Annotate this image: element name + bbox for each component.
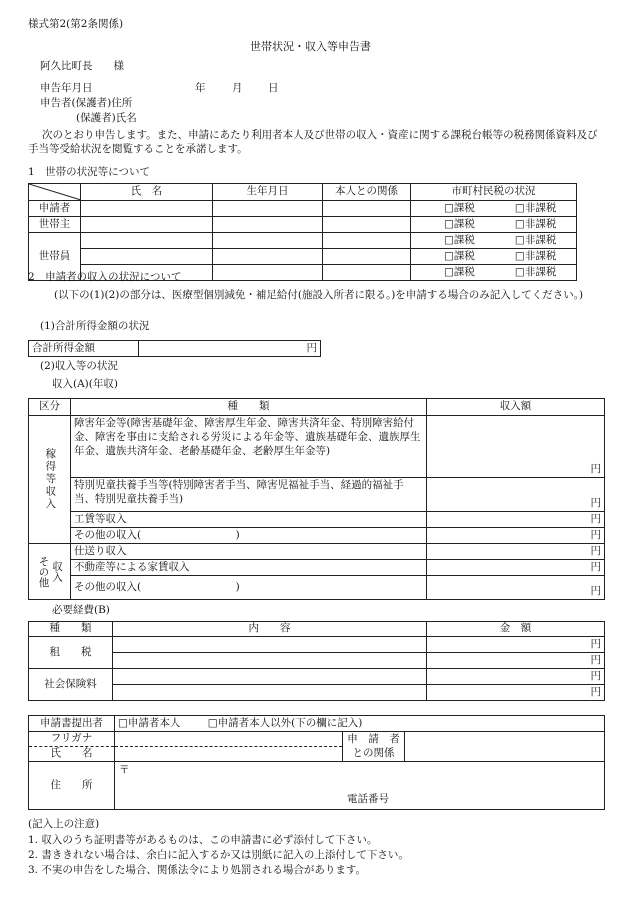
exempt-checkbox[interactable]: □非課税 (514, 217, 557, 230)
postal-mark: 〒 (119, 764, 130, 776)
expense-content[interactable] (113, 653, 427, 669)
exempt-checkbox[interactable]: □非課税 (514, 265, 557, 278)
submitter-other-checkbox[interactable]: □申請者本人以外(下の欄に記入) (207, 716, 363, 729)
note-item: 2. 書ききれない場合は、余白に記入するか又は別紙に記入の上添付して下さい。 (28, 849, 409, 861)
page-title: 世帯状況・収入等申告書 (250, 40, 371, 53)
relation-field[interactable] (323, 217, 411, 233)
birthdate-field[interactable] (213, 233, 323, 249)
relation-label-line1: 申 請 者 (347, 733, 400, 746)
income-item: 障害年金等(障害基礎年金、障害厚生年金、障害共済年金、特別障害給付金、障害を事由に支給される労災による年金等、遺族基礎年金、遺族厚生年金、遺族共済年金、老齢基礎年金、老齢厚生年金等) (71, 416, 427, 478)
expense-amount[interactable]: 円 (427, 653, 605, 669)
birthdate-field[interactable] (213, 249, 323, 265)
birthdate-field[interactable] (213, 265, 323, 281)
col-type: 種 類 (71, 399, 427, 416)
relation-field[interactable] (323, 233, 411, 249)
income-a-heading: 収入(A)(年収) (52, 378, 118, 390)
relation-label (343, 732, 405, 762)
tax-row-label: 租 税 (29, 637, 113, 669)
row-applicant: 申請者 (29, 201, 81, 217)
birthdate-field[interactable] (213, 201, 323, 217)
total-income-label: 合計所得金額 (29, 341, 139, 357)
exempt-checkbox[interactable]: □非課税 (514, 233, 557, 246)
exp-col-type: 種 類 (29, 622, 113, 637)
submitter-name-label: 氏 名 (29, 747, 115, 762)
exp-col-amount: 金 額 (427, 622, 605, 637)
income-amount[interactable]: 円 (427, 478, 605, 512)
tax-status-cell[interactable] (411, 233, 577, 249)
sub1-heading: (1)合計所得金額の状況 (40, 320, 150, 332)
section2-note: (以下の(1)(2)の部分は、医療型個別減免・補足給付(施設入所者に限る。)を申請する場合のみ記入してください。) (54, 289, 584, 301)
exempt-checkbox[interactable]: □非課税 (514, 201, 557, 214)
date-year: 年 (195, 82, 206, 94)
submitter-name-field[interactable] (115, 747, 343, 762)
taxed-checkbox[interactable]: □課税 (444, 201, 475, 214)
sub2-heading: (2)収入等の状況 (40, 360, 118, 372)
col-category: 区分 (29, 399, 71, 416)
relation-field[interactable] (323, 249, 411, 265)
applicant-address-label: 申告者(保護者)住所 (40, 97, 133, 109)
tax-status-cell[interactable] (411, 201, 577, 217)
name-field[interactable] (81, 217, 213, 233)
phone-label: 電話番号 (347, 793, 389, 806)
household-table (28, 183, 577, 281)
name-field[interactable] (81, 201, 213, 217)
income-amount[interactable]: 円 (427, 560, 605, 576)
taxed-checkbox[interactable]: □課税 (444, 265, 475, 278)
submitter-options (115, 716, 605, 732)
expense-amount[interactable]: 円 (427, 637, 605, 653)
date-label: 申告年月日 (40, 82, 93, 94)
income-table (28, 398, 605, 600)
applicant-name-label: (保護者)氏名 (76, 112, 137, 124)
addressee: 阿久比町長 様 (40, 60, 124, 72)
taxed-checkbox[interactable]: □課税 (444, 233, 475, 246)
work-income-label: 稼得等収入 (29, 416, 71, 544)
income-item: 不動産等による家賃収入 (71, 560, 427, 576)
taxed-checkbox[interactable]: □課税 (444, 249, 475, 262)
submitter-label: 申請書提出者 (29, 716, 115, 732)
name-field[interactable] (81, 249, 213, 265)
submitter-self-checkbox[interactable]: □申請者本人 (118, 716, 181, 729)
exempt-checkbox[interactable]: □非課税 (514, 249, 557, 262)
col-birthdate: 生年月日 (213, 184, 323, 201)
name-field[interactable] (81, 233, 213, 249)
expense-content[interactable] (113, 637, 427, 653)
note-item: 3. 不実の申告をした場合、関係法令により処罰される場合があります。 (28, 864, 367, 876)
other-income-label-left: 収入 (51, 561, 64, 582)
income-amount[interactable]: 円 (427, 416, 605, 478)
total-income-table (28, 340, 321, 357)
tax-status-cell[interactable] (411, 217, 577, 233)
submitter-address-field[interactable] (115, 762, 605, 810)
income-item: 特別児童扶養手当等(特別障害者手当、障害児福祉手当、経過的福祉手当、特別児童扶養手当) (71, 478, 427, 512)
relation-field[interactable] (405, 732, 605, 762)
consent-text: 次のとおり申告します。また、申請にあたり利用者本人及び世帯の収入・資産に関する課税台帳等の税務関係資料及び手当等受給状況を閲覧することを承諾します。 (28, 129, 598, 156)
row-household-head: 世帯主 (29, 217, 81, 233)
other-income-label-right: その他 (37, 555, 50, 588)
relation-field[interactable] (323, 201, 411, 217)
relation-field[interactable] (323, 265, 411, 281)
col-name: 氏 名 (81, 184, 213, 201)
note-item: 1. 収入のうち証明書等があるものは、この申請書に必ず添付して下さい。 (28, 834, 378, 846)
date-day: 日 (268, 82, 279, 94)
total-income-value[interactable]: 円 (139, 341, 321, 357)
expense-amount[interactable]: 円 (427, 669, 605, 685)
section2-heading: 2 申請者の収入の状況について (28, 271, 182, 283)
date-month: 月 (232, 82, 243, 94)
col-tax-status: 市町村民税の状況 (411, 184, 577, 201)
col-relation: 本人との関係 (323, 184, 411, 201)
insurance-row-label: 社会保険料 (29, 669, 113, 701)
section1-heading: 1 世帯の状況等について (28, 166, 150, 178)
col-amount: 収入額 (427, 399, 605, 416)
furigana-field[interactable] (115, 732, 343, 747)
income-item: その他の収入( ) (71, 576, 427, 600)
submitter-table (28, 715, 605, 810)
income-item: 仕送り収入 (71, 544, 427, 560)
diagonal-cell (29, 184, 81, 201)
income-amount[interactable]: 円 (427, 576, 605, 600)
tax-status-cell[interactable] (411, 249, 577, 265)
expense-content[interactable] (113, 685, 427, 701)
taxed-checkbox[interactable]: □課税 (444, 217, 475, 230)
birthdate-field[interactable] (213, 217, 323, 233)
income-item: その他の収入( ) (71, 528, 427, 544)
expense-content[interactable] (113, 669, 427, 685)
income-amount[interactable]: 円 (427, 512, 605, 528)
tax-status-cell[interactable] (411, 265, 577, 281)
income-amount[interactable]: 円 (427, 528, 605, 544)
form-number: 様式第2(第2条関係) (28, 18, 124, 30)
row-household-member: 世帯員 (29, 233, 81, 281)
expenses-table (28, 621, 605, 701)
notes-heading: (記入上の注意) (28, 818, 100, 830)
other-income-label (29, 544, 71, 600)
furigana-label: フリガナ (29, 732, 115, 747)
income-item: 工賃等収入 (71, 512, 427, 528)
expense-amount[interactable]: 円 (427, 685, 605, 701)
submitter-address-label: 住 所 (29, 762, 115, 810)
relation-label-line2: との関係 (352, 746, 395, 759)
exp-col-content: 内 容 (113, 622, 427, 637)
expenses-heading: 必要経費(B) (52, 604, 110, 616)
income-amount[interactable]: 円 (427, 544, 605, 560)
